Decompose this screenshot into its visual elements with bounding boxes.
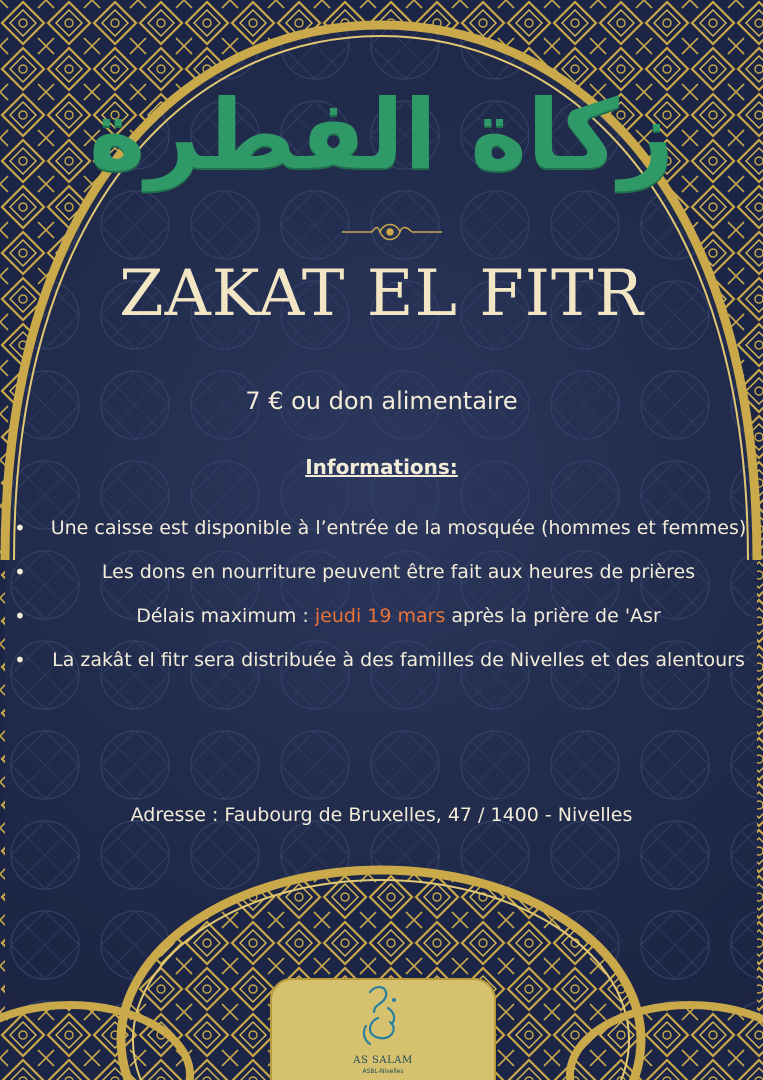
- info-heading: Informations:: [305, 455, 458, 479]
- list-item: [0, 554, 763, 590]
- list-item: [0, 510, 763, 546]
- bullet-icon: •: [14, 648, 26, 672]
- bullet-text: Les dons en nourriture peuvent être fait aux heures de prières: [101, 561, 696, 583]
- info-list: [0, 510, 763, 686]
- bullet-text: Une caisse est disponible à l’entrée de la mosquée (hommes et femmes): [50, 517, 747, 539]
- as-salam-logo-icon: [270, 978, 496, 1058]
- deadline-date: jeudi 19 mars: [314, 605, 446, 627]
- bullet-text-before: Délais maximum :: [136, 605, 315, 627]
- list-item: [0, 598, 763, 634]
- list-item: [0, 642, 763, 678]
- bullet-text-after: après la prière de 'Asr: [445, 605, 661, 627]
- address: Adresse : Faubourg de Bruxelles, 47 / 1400 - Nivelles: [130, 804, 633, 826]
- subtitle: 7 € ou don alimentaire: [245, 387, 518, 415]
- logo-subtitle: ASBL-Nivelles: [362, 1068, 404, 1075]
- bullet-icon: •: [14, 560, 26, 584]
- arabic-title: زكاة الفطرة: [88, 79, 675, 191]
- logo-name: AS SALAM: [353, 1055, 413, 1066]
- bullet-icon: •: [14, 604, 26, 628]
- page-title: ZAKAT EL FITR: [119, 257, 644, 331]
- bullet-icon: •: [14, 516, 26, 540]
- bullet-text: La zakât el fitr sera distribuée à des familles de Nivelles et des alentours: [52, 649, 745, 671]
